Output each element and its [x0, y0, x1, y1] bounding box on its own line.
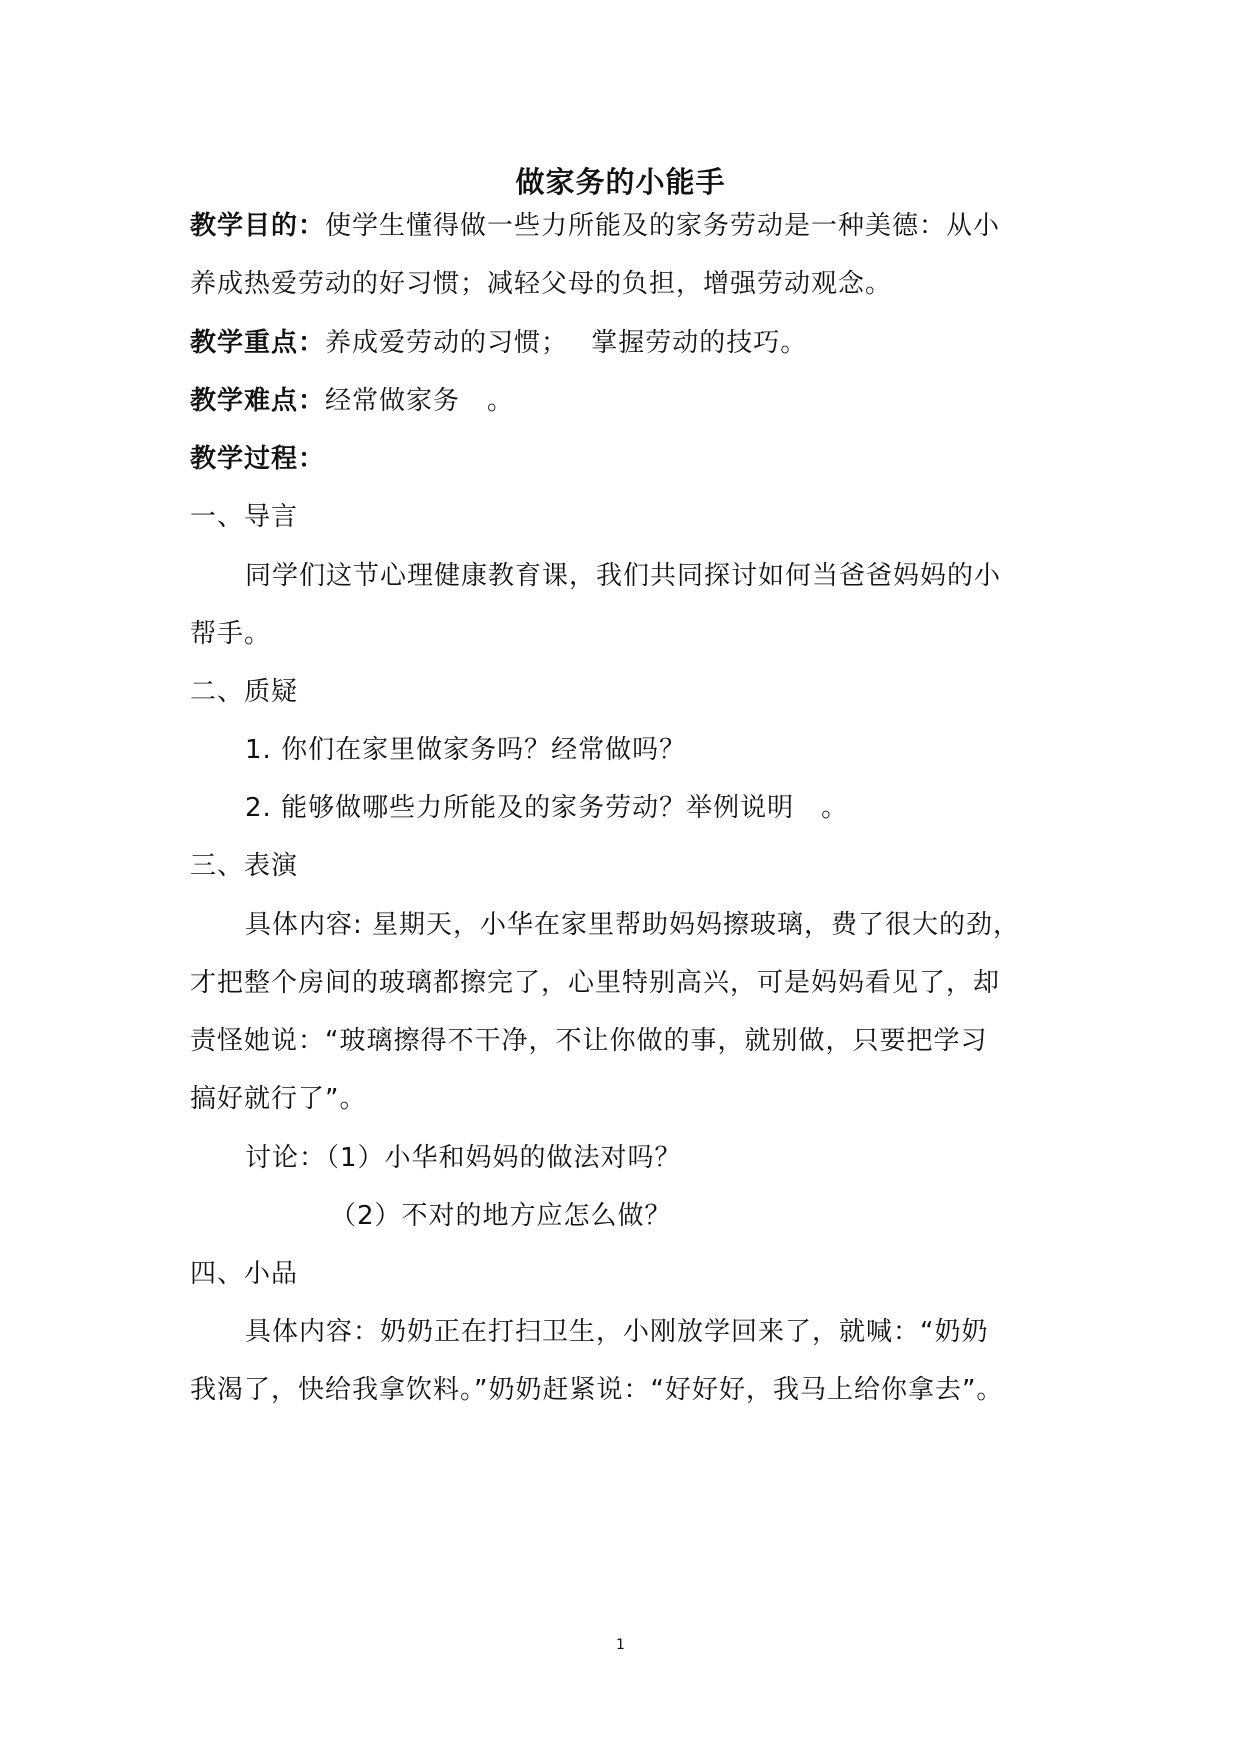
process-label: 教学过程： [190, 444, 326, 474]
page-title: 做家务的小能手 [515, 165, 726, 199]
question-1: 1. 你们在家里做家务吗？经常做吗？ [245, 735, 687, 765]
section-heading-4: 四、小品 [190, 1259, 299, 1289]
section-heading-1: 一、导言 [190, 502, 299, 532]
key-points-label: 教学重点： [190, 328, 326, 358]
section-4-text-1: 具体内容：奶奶正在打扫卫生，小刚放学回来了，就喊：“奶奶 [245, 1317, 989, 1347]
section-heading-3: 三、表演 [190, 851, 299, 881]
objective-text-2: 养成热爱劳动的好习惯；减轻父母的负担，增强劳动观念。 [190, 269, 893, 299]
difficulty-line [190, 380, 514, 417]
section-heading-2: 二、质疑 [190, 677, 299, 707]
objective-text-1: 使学生懂得做一些力所能及的家务劳动是一种美德：从小 [325, 211, 1001, 241]
key-points-text: 养成爱劳动的习惯； 掌握劳动的技巧。 [325, 328, 808, 358]
section-3-text-3: 责怪她说：“玻璃擦得不干净，不让你做的事，就别做，只要把学习 [190, 1026, 988, 1056]
section-1-text-1: 同学们这节心理健康教育课，我们共同探讨如何当爸爸妈妈的小 [245, 561, 1002, 591]
question-2: 2. 能够做哪些力所能及的家务劳动？举例说明 。 [245, 793, 849, 823]
objective-line-1 [190, 205, 1000, 242]
difficulty-label: 教学难点： [190, 386, 326, 416]
section-3-text-2: 才把整个房间的玻璃都擦完了，心里特别高兴，可是妈妈看见了，却 [190, 968, 1001, 998]
section-3-text-4: 搞好就行了”。 [190, 1084, 367, 1114]
objective-label: 教学目的： [190, 211, 326, 241]
section-1-text-2: 帮手。 [190, 619, 272, 649]
discussion-2: （2）不对的地方应怎么做？ [330, 1201, 672, 1231]
difficulty-text: 经常做家务 。 [325, 386, 515, 416]
page-number: 1 [616, 1637, 625, 1653]
section-3-text-1: 具体内容: 星期天，小华在家里帮助妈妈擦玻璃，费了很大的劲， [245, 910, 1021, 940]
discussion-1: 讨论：（1）小华和妈妈的做法对吗？ [245, 1143, 682, 1173]
section-4-text-2: 我渴了，快给我拿饮料。”奶奶赶紧说：“好好好，我马上给你拿去”。 [190, 1375, 1004, 1405]
key-points-line [190, 322, 807, 359]
